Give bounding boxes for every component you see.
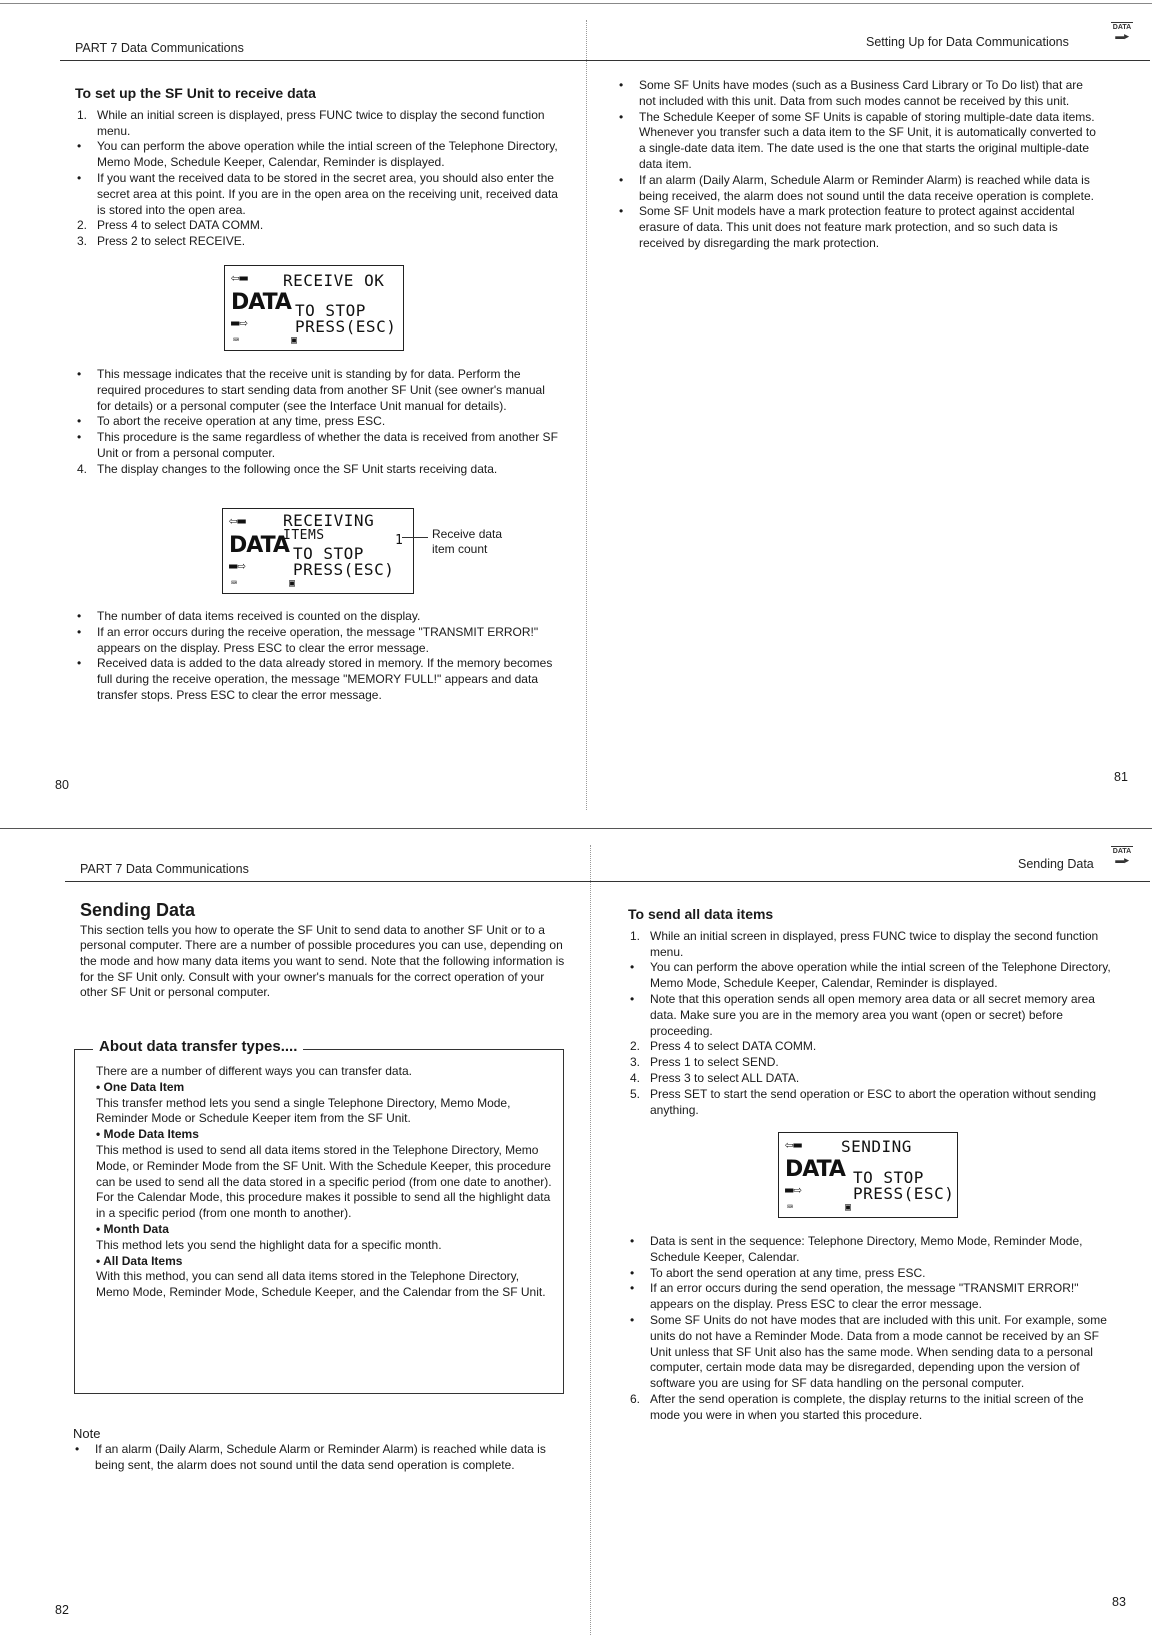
list-marker: 2. bbox=[630, 1039, 641, 1054]
arrow-left-icon: ⇦▬ bbox=[229, 513, 246, 529]
page-number-81: 81 bbox=[1114, 770, 1128, 784]
sending-intro: This section tells you how to operate the SF Unit to send data to another SF Unit or to a personal computer. There are a number of possible procedures you can use, depending on the mode and how many data items you want to send. Note that the following information is for the SF Unit only. Consult with your owner's manuals for the correct operation of your other SF Unit or personal computer. bbox=[80, 922, 565, 1000]
lcd-line-2: TO STOP bbox=[293, 544, 364, 563]
list-marker: • bbox=[630, 1265, 635, 1280]
list-marker: • bbox=[630, 1312, 635, 1327]
page-number-83: 83 bbox=[1112, 1595, 1126, 1609]
list-item bbox=[628, 1313, 1114, 1392]
arrow-left-icon: ⇦▬ bbox=[785, 1137, 802, 1153]
list-item-text: To abort the receive operation at any time, press ESC. bbox=[97, 414, 386, 429]
list-marker: 3. bbox=[630, 1055, 641, 1070]
page-80-column bbox=[75, 86, 560, 250]
lcd-receive-ok bbox=[224, 265, 404, 351]
list-item bbox=[75, 139, 560, 171]
list-item-text: Received data is added to the data already stored in memory. If the memory becomes full during the receive operation, the message "MEMORY FULL!" appears and data transfer stops. Press ESC to clear the error message. bbox=[97, 656, 553, 702]
note-section bbox=[73, 1426, 563, 1473]
list-item-text: After the send operation is complete, the display returns to the initial screen of the mode you were in when you started this procedure. bbox=[650, 1391, 1084, 1422]
send-steps-list-2 bbox=[628, 1234, 1114, 1424]
list-item-text: If an alarm (Daily Alarm, Schedule Alarm or Reminder Alarm) is reached while data is being received, the alarm does not sound until the data receive operation is complete. bbox=[639, 172, 1094, 203]
transfer-type-name: • Mode Data Items bbox=[96, 1127, 199, 1142]
list-item-text: Press 4 to select DATA COMM. bbox=[650, 1039, 817, 1054]
list-item bbox=[628, 1392, 1114, 1424]
callout-line bbox=[402, 537, 428, 538]
list-item-text: Press 1 to select SEND. bbox=[650, 1055, 779, 1070]
list-item bbox=[628, 1281, 1114, 1313]
list-item-text: Press 4 to select DATA COMM. bbox=[97, 218, 264, 233]
lcd-line-3: PRESS(ESC) bbox=[295, 317, 397, 336]
lcd-lock-icon: ▣ bbox=[289, 578, 296, 589]
list-item bbox=[628, 1266, 1114, 1282]
list-item-text: The Schedule Keeper of some SF Units is capable of storing multiple-date data items. Whenever you transfer such a data item to the SF Unit, it is automatically converted to a single-date data item. The date used is the one that starts the original multiple-date data item. bbox=[639, 109, 1096, 171]
lcd-line-1: RECEIVING bbox=[283, 511, 375, 530]
list-item bbox=[75, 108, 560, 140]
list-marker: • bbox=[77, 139, 82, 154]
list-item bbox=[75, 609, 560, 625]
list-marker: • bbox=[77, 170, 82, 185]
list-marker: • bbox=[619, 78, 624, 92]
list-item bbox=[628, 1234, 1114, 1266]
list-item-text: While an initial screen in displayed, press FUNC twice to display the second function menu. bbox=[650, 928, 1099, 959]
gutter-line-bottom bbox=[590, 845, 591, 1635]
list-item bbox=[617, 204, 1102, 251]
page-header-right: Setting Up for Data Communications bbox=[866, 35, 1069, 49]
lcd-data-label: DATA bbox=[231, 290, 291, 315]
transfer-type-name: • Month Data bbox=[96, 1221, 169, 1236]
list-marker: 4. bbox=[77, 461, 88, 476]
list-item bbox=[75, 462, 560, 478]
list-marker: 6. bbox=[630, 1391, 641, 1406]
list-item bbox=[75, 430, 560, 462]
page-83-column bbox=[628, 907, 1114, 1118]
lcd-line-1: RECEIVE OK bbox=[283, 271, 385, 290]
lcd-data-label: DATA bbox=[229, 533, 289, 558]
transfer-type-description: With this method, you can send all data items stored in the Telephone Directory, Memo Mode, Reminder Mode, Schedule Keeper, and the Calendar from the SF Unit. bbox=[96, 1269, 546, 1300]
data-logo-icon: DATA ▬▸ bbox=[1112, 24, 1132, 41]
lcd-lock-icon: ▣ bbox=[845, 1202, 852, 1213]
list-marker: 1. bbox=[77, 107, 88, 122]
list-item-text: This message indicates that the receive unit is standing by for data. Perform the required procedures to start sending data from another SF Unit (see owner's manual for details) or a personal computer (see the Interface Unit manual for details). bbox=[97, 367, 545, 413]
arrow-right-icon: ▬⇨ bbox=[785, 1182, 802, 1198]
list-marker: • bbox=[630, 960, 635, 975]
list-item-text: Press 3 to select ALL DATA. bbox=[650, 1070, 800, 1085]
list-item-text: The display changes to the following once the SF Unit starts receiving data. bbox=[97, 461, 498, 476]
list-item-text: Press 2 to select RECEIVE. bbox=[97, 234, 246, 249]
arrow-right-icon: ▬⇨ bbox=[231, 315, 248, 331]
list-marker: • bbox=[630, 1234, 635, 1248]
list-item bbox=[75, 171, 560, 218]
lcd-line-2: TO STOP bbox=[295, 301, 366, 320]
list-item bbox=[75, 656, 560, 703]
send-steps-list-1 bbox=[628, 929, 1114, 1119]
list-item-text: The number of data items received is counted on the display. bbox=[97, 609, 421, 623]
header-rule-bottom bbox=[65, 881, 1150, 882]
page-header-left: PART 7 Data Communications bbox=[75, 41, 244, 55]
transfer-type-description: This method is used to send all data items stored in the Telephone Directory, Memo Mode, or Reminder Mode from the SF Unit. With the Schedule Keeper, this procedure can be used to send all the data stored in a specific period (from one date to another). For the Calendar Mode, this procedure makes it possible to send all the highlight data in a specific period (from one month to another). bbox=[96, 1142, 552, 1221]
list-item-text: Press SET to start the send operation or ESC to abort the operation without sending anything. bbox=[650, 1086, 1097, 1117]
note-label: Note bbox=[73, 1426, 101, 1441]
lcd-lock-icon: ▣ bbox=[291, 335, 298, 346]
list-item bbox=[628, 960, 1114, 992]
lcd-data-label: DATA bbox=[785, 1157, 845, 1182]
lcd-keyboard-icon: ⌨ bbox=[231, 578, 238, 589]
transfer-type-name: • All Data Items bbox=[96, 1253, 183, 1268]
list-item bbox=[75, 218, 560, 234]
list-item bbox=[628, 929, 1114, 961]
lcd-item-count: 1 bbox=[395, 533, 404, 548]
receive-steps-list-1 bbox=[75, 108, 560, 250]
lcd-items-label: ITEMS bbox=[283, 528, 325, 543]
list-marker: • bbox=[619, 172, 624, 187]
list-marker: • bbox=[77, 624, 82, 639]
spread-divider bbox=[0, 828, 1152, 829]
list-item bbox=[628, 992, 1114, 1039]
list-marker: 2. bbox=[77, 218, 88, 233]
lcd-receiving bbox=[222, 508, 414, 594]
list-item bbox=[617, 110, 1102, 173]
list-marker: 3. bbox=[77, 234, 88, 249]
top-edge-rule bbox=[0, 3, 1152, 4]
list-item bbox=[75, 234, 560, 250]
callout-item-count-label: Receive data item count bbox=[432, 527, 503, 556]
page-81-column bbox=[617, 78, 1102, 252]
list-item-text: If an error occurs during the receive operation, the message "TRANSMIT ERROR!" appears on the display. Press ESC to clear the error message. bbox=[97, 624, 539, 655]
arrow-right-icon: ▬⇨ bbox=[229, 558, 246, 574]
lcd-keyboard-icon: ⌨ bbox=[233, 335, 240, 346]
page-number-82: 82 bbox=[55, 1603, 69, 1617]
list-item bbox=[617, 78, 1102, 110]
list-item bbox=[628, 1087, 1114, 1119]
list-item bbox=[628, 1055, 1114, 1071]
list-marker: • bbox=[77, 656, 82, 671]
list-item bbox=[75, 367, 560, 414]
list-marker: • bbox=[77, 609, 82, 623]
lcd-keyboard-icon: ⌨ bbox=[787, 1202, 794, 1213]
list-marker: • bbox=[619, 109, 624, 124]
list-marker: • bbox=[77, 430, 82, 445]
receive-setup-heading: To set up the SF Unit to receive data bbox=[75, 85, 316, 101]
page-82-column bbox=[80, 900, 566, 1001]
list-marker: • bbox=[630, 991, 635, 1006]
list-item-text: Some SF Unit models have a mark protection feature to protect against accidental erasure of data. This unit does not feature mark protection, and so such data is received by disregarding the mark protection. bbox=[639, 204, 1075, 250]
list-marker: • bbox=[77, 367, 82, 381]
page-header-right-bottom: Sending Data bbox=[1018, 857, 1094, 871]
list-item bbox=[75, 414, 560, 430]
receive-steps-list-3 bbox=[75, 609, 560, 704]
list-item-text: If you want the received data to be stored in the secret area, you should also enter the secret area at this point. If you are in the open area on the receiving unit, received data is stored into the open area. bbox=[97, 170, 558, 217]
header-rule-top bbox=[60, 60, 1150, 61]
list-marker: • bbox=[630, 1281, 635, 1296]
list-marker: • bbox=[619, 204, 624, 219]
lcd-sending bbox=[778, 1132, 958, 1218]
gutter-line-top bbox=[586, 20, 587, 810]
list-marker: 1. bbox=[630, 928, 641, 943]
page-number-80: 80 bbox=[55, 778, 69, 792]
list-item bbox=[628, 1039, 1114, 1055]
list-marker: • bbox=[77, 414, 82, 429]
list-item-text: You can perform the above operation while the intial screen of the Telephone Directory, Memo Mode, Schedule Keeper, Calendar, Reminder is displayed. bbox=[650, 960, 1111, 991]
receive-steps-list-2 bbox=[75, 367, 560, 478]
transfer-types-list bbox=[96, 1080, 552, 1301]
list-item-text: While an initial screen is displayed, press FUNC twice to display the second function menu. bbox=[97, 107, 545, 138]
note-item: • If an alarm (Daily Alarm, Schedule Alarm or Reminder Alarm) is reached while data is being sent, the alarm does not sound until the data send operation is complete. bbox=[75, 1441, 546, 1472]
list-item-text: This procedure is the same regardless of whether the data is received from another SF Unit or from a personal computer. bbox=[97, 430, 558, 460]
box-intro: There are a number of different ways you can transfer data. bbox=[96, 1064, 412, 1078]
lcd-line-1: SENDING bbox=[841, 1137, 912, 1156]
transfer-type-description: This transfer method lets you send a single Telephone Directory, Memo Mode, Reminder Mode or Schedule Keeper item from the SF Unit. bbox=[96, 1095, 511, 1126]
list-item bbox=[75, 625, 560, 657]
data-transfer-types-content bbox=[96, 1064, 552, 1301]
lcd-line-3: PRESS(ESC) bbox=[853, 1184, 955, 1203]
list-item-text: Data is sent in the sequence: Telephone Directory, Memo Mode, Reminder Mode, Schedule Keeper, Calendar. bbox=[650, 1234, 1083, 1264]
list-item-text: If an error occurs during the send operation, the message "TRANSMIT ERROR!" appears on the display. Press ESC to clear the error message. bbox=[650, 1281, 1079, 1312]
data-transfer-types-title: About data transfer types.... bbox=[93, 1038, 303, 1055]
transfer-type-name: • One Data Item bbox=[96, 1079, 185, 1094]
arrow-left-icon: ⇦▬ bbox=[231, 270, 248, 286]
list-item bbox=[628, 1071, 1114, 1087]
list-marker: 5. bbox=[630, 1086, 641, 1101]
lcd-line-3: PRESS(ESC) bbox=[293, 560, 395, 579]
sending-data-title: Sending Data bbox=[80, 900, 196, 920]
list-item-text: You can perform the above operation while the intial screen of the Telephone Directory, Memo Mode, Schedule Keeper, Calendar, Reminder is displayed. bbox=[97, 139, 558, 170]
list-item-text: Some SF Units have modes (such as a Business Card Library or To Do list) that are not included with this unit. Data from such modes cannot be received by this unit. bbox=[639, 78, 1083, 108]
page-header-left-bottom: PART 7 Data Communications bbox=[80, 862, 249, 876]
list-item bbox=[617, 173, 1102, 205]
list-marker: 4. bbox=[630, 1070, 641, 1085]
list-item-text: Some SF Units do not have modes that are included with this unit. For example, some units do not have a Reminder Mode. Data from a mode cannot be received by an SF Unit unless that SF Unit also has the same mode. When sending data to a personal computer, certain mode data may be disregarded, depending upon the version of software you are using for SF data handling on the personal computer. bbox=[650, 1312, 1107, 1391]
transfer-type-description: This method lets you send the highlight data for a specific month. bbox=[96, 1237, 442, 1252]
lcd-line-2: TO STOP bbox=[853, 1168, 924, 1187]
note-text: If an alarm (Daily Alarm, Schedule Alarm or Reminder Alarm) is reached while data is being sent, the alarm does not sound until the data send operation is complete. bbox=[95, 1441, 546, 1472]
data-logo-icon: DATA ▬▸ bbox=[1112, 848, 1132, 865]
list-item-text: To abort the send operation at any time, press ESC. bbox=[650, 1265, 926, 1280]
list-item-text: Note that this operation sends all open memory area data or all secret memory area data. Make sure you are in the memory area you want (open or secret) before proceeding. bbox=[650, 991, 1095, 1038]
send-all-heading: To send all data items bbox=[628, 906, 774, 922]
